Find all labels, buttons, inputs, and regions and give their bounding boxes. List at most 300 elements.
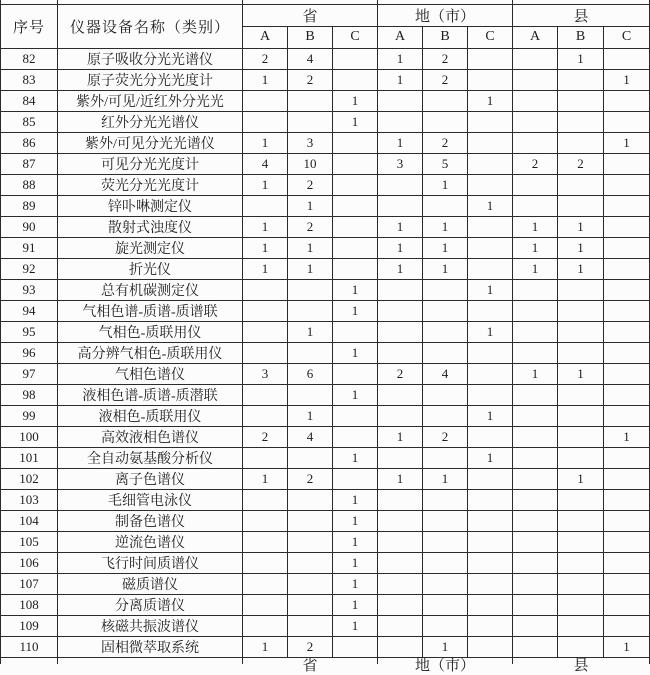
- count-cell: 1: [423, 468, 468, 489]
- count-cell: [558, 90, 604, 111]
- bottom-clipped-header-row: [1, 657, 650, 664]
- count-cell: 1: [513, 363, 558, 384]
- count-cell: [423, 489, 468, 510]
- row-serial-number: 91: [1, 237, 58, 258]
- count-cell: [288, 342, 333, 363]
- count-cell: 1: [604, 426, 650, 447]
- count-cell: 4: [288, 48, 333, 69]
- count-cell: [288, 531, 333, 552]
- count-cell: [604, 489, 650, 510]
- count-cell: [378, 594, 423, 615]
- count-cell: 1: [243, 69, 288, 90]
- row-serial-number: 105: [1, 531, 58, 552]
- count-cell: 1: [378, 69, 423, 90]
- count-cell: 1: [468, 195, 513, 216]
- count-cell: 1: [468, 279, 513, 300]
- row-serial-number: 95: [1, 321, 58, 342]
- equipment-name: 旋光测定仪: [58, 237, 243, 258]
- count-cell: [558, 636, 604, 657]
- count-cell: 1: [333, 342, 378, 363]
- count-cell: [468, 69, 513, 90]
- equipment-name: 全自动氨基酸分析仪: [58, 447, 243, 468]
- count-cell: [243, 300, 288, 321]
- count-cell: [558, 69, 604, 90]
- count-cell: [604, 279, 650, 300]
- row-serial-number: 106: [1, 552, 58, 573]
- count-cell: [604, 615, 650, 636]
- row-serial-number: 93: [1, 279, 58, 300]
- count-cell: 1: [333, 510, 378, 531]
- count-cell: [604, 552, 650, 573]
- count-cell: 1: [378, 468, 423, 489]
- count-cell: 1: [604, 69, 650, 90]
- table-row: [1, 384, 650, 405]
- table-row: [1, 615, 650, 636]
- count-cell: [378, 195, 423, 216]
- count-cell: [288, 384, 333, 405]
- count-cell: [423, 90, 468, 111]
- count-cell: [513, 384, 558, 405]
- count-cell: [558, 111, 604, 132]
- table-row: [1, 636, 650, 657]
- count-cell: 1: [288, 195, 333, 216]
- row-serial-number: 96: [1, 342, 58, 363]
- equipment-name: 逆流色谱仪: [58, 531, 243, 552]
- count-cell: 1: [378, 216, 423, 237]
- count-cell: [468, 363, 513, 384]
- header-row-groups: [1, 4, 650, 26]
- count-cell: [513, 510, 558, 531]
- count-cell: [333, 153, 378, 174]
- count-cell: [558, 405, 604, 426]
- count-cell: [378, 447, 423, 468]
- count-cell: [558, 573, 604, 594]
- count-cell: [378, 300, 423, 321]
- count-cell: [558, 615, 604, 636]
- clipped-province-label: 省: [302, 657, 318, 674]
- count-cell: [604, 174, 650, 195]
- count-cell: [468, 636, 513, 657]
- clipped-cell: [58, 657, 243, 664]
- count-cell: [604, 531, 650, 552]
- header-equipment-name: 仪器设备名称（类别）: [58, 4, 243, 48]
- count-cell: [468, 552, 513, 573]
- count-cell: [604, 90, 650, 111]
- count-cell: [513, 279, 558, 300]
- count-cell: [423, 111, 468, 132]
- table-row: [1, 552, 650, 573]
- count-cell: 1: [243, 216, 288, 237]
- row-serial-number: 102: [1, 468, 58, 489]
- count-cell: 1: [558, 468, 604, 489]
- count-cell: [423, 594, 468, 615]
- count-cell: 2: [288, 174, 333, 195]
- row-serial-number: 88: [1, 174, 58, 195]
- count-cell: [288, 552, 333, 573]
- count-cell: [513, 468, 558, 489]
- count-cell: 1: [288, 258, 333, 279]
- count-cell: 1: [288, 321, 333, 342]
- count-cell: 2: [423, 69, 468, 90]
- equipment-name: 可见分光光度计: [58, 153, 243, 174]
- count-cell: 1: [423, 258, 468, 279]
- count-cell: [243, 489, 288, 510]
- count-cell: 1: [423, 216, 468, 237]
- table-row: [1, 216, 650, 237]
- table-row: [1, 300, 650, 321]
- count-cell: [378, 279, 423, 300]
- count-cell: [513, 531, 558, 552]
- count-cell: 6: [288, 363, 333, 384]
- clipped-header-city: [378, 657, 513, 674]
- count-cell: 1: [558, 216, 604, 237]
- count-cell: [423, 279, 468, 300]
- count-cell: 2: [423, 48, 468, 69]
- count-cell: [558, 447, 604, 468]
- count-cell: [378, 636, 423, 657]
- count-cell: 1: [468, 90, 513, 111]
- count-cell: [423, 300, 468, 321]
- count-cell: [468, 153, 513, 174]
- count-cell: 1: [378, 132, 423, 153]
- count-cell: 1: [513, 258, 558, 279]
- row-serial-number: 110: [1, 636, 58, 657]
- row-serial-number: 97: [1, 363, 58, 384]
- count-cell: [378, 111, 423, 132]
- count-cell: 2: [423, 426, 468, 447]
- count-cell: [513, 489, 558, 510]
- row-serial-number: 90: [1, 216, 58, 237]
- clipped-city-label: 地（市）: [415, 657, 476, 674]
- row-serial-number: 107: [1, 573, 58, 594]
- table-row: [1, 510, 650, 531]
- count-cell: 1: [333, 300, 378, 321]
- count-cell: 4: [288, 426, 333, 447]
- equipment-name: 折光仪: [58, 258, 243, 279]
- row-serial-number: 92: [1, 258, 58, 279]
- subcol-header: B: [423, 26, 468, 48]
- count-cell: [378, 615, 423, 636]
- count-cell: [513, 48, 558, 69]
- count-cell: 1: [604, 132, 650, 153]
- row-serial-number: 83: [1, 69, 58, 90]
- count-cell: [333, 405, 378, 426]
- count-cell: [333, 426, 378, 447]
- count-cell: [513, 552, 558, 573]
- table-row: [1, 342, 650, 363]
- count-cell: [423, 552, 468, 573]
- count-cell: [604, 405, 650, 426]
- count-cell: [378, 342, 423, 363]
- clipped-county-label: 县: [573, 657, 589, 674]
- count-cell: [604, 384, 650, 405]
- row-serial-number: 99: [1, 405, 58, 426]
- count-cell: 1: [243, 174, 288, 195]
- table-row: [1, 447, 650, 468]
- count-cell: [288, 300, 333, 321]
- count-cell: [333, 468, 378, 489]
- count-cell: [378, 489, 423, 510]
- count-cell: [288, 615, 333, 636]
- equipment-name: 核磁共振波谱仪: [58, 615, 243, 636]
- count-cell: 1: [558, 237, 604, 258]
- count-cell: [513, 90, 558, 111]
- count-cell: [288, 111, 333, 132]
- row-serial-number: 85: [1, 111, 58, 132]
- count-cell: [558, 195, 604, 216]
- count-cell: [243, 279, 288, 300]
- count-cell: 1: [468, 405, 513, 426]
- count-cell: [243, 573, 288, 594]
- count-cell: 1: [333, 384, 378, 405]
- count-cell: [513, 405, 558, 426]
- count-cell: [558, 426, 604, 447]
- count-cell: [423, 573, 468, 594]
- table-row: [1, 90, 650, 111]
- count-cell: 1: [558, 48, 604, 69]
- count-cell: [468, 384, 513, 405]
- count-cell: 1: [288, 237, 333, 258]
- count-cell: 1: [243, 258, 288, 279]
- count-cell: [604, 342, 650, 363]
- count-cell: [288, 573, 333, 594]
- table-row: [1, 69, 650, 90]
- count-cell: [468, 300, 513, 321]
- table-row: [1, 573, 650, 594]
- equipment-name: 飞行时间质谱仪: [58, 552, 243, 573]
- count-cell: 2: [243, 48, 288, 69]
- table-row: [1, 594, 650, 615]
- row-serial-number: 87: [1, 153, 58, 174]
- count-cell: 3: [243, 363, 288, 384]
- count-cell: 1: [423, 237, 468, 258]
- count-cell: [378, 552, 423, 573]
- count-cell: [423, 447, 468, 468]
- equipment-name: 毛细管电泳仪: [58, 489, 243, 510]
- count-cell: 1: [333, 489, 378, 510]
- count-cell: [604, 111, 650, 132]
- table-row: [1, 258, 650, 279]
- count-cell: [558, 594, 604, 615]
- count-cell: [604, 216, 650, 237]
- count-cell: [558, 174, 604, 195]
- count-cell: 1: [558, 363, 604, 384]
- count-cell: 2: [288, 69, 333, 90]
- count-cell: [513, 174, 558, 195]
- subcol-header: B: [288, 26, 333, 48]
- count-cell: [468, 216, 513, 237]
- table-row: [1, 468, 650, 489]
- count-cell: [243, 111, 288, 132]
- count-cell: [513, 594, 558, 615]
- count-cell: [604, 447, 650, 468]
- count-cell: [513, 132, 558, 153]
- count-cell: [604, 363, 650, 384]
- count-cell: [243, 342, 288, 363]
- row-serial-number: 98: [1, 384, 58, 405]
- count-cell: 1: [468, 321, 513, 342]
- count-cell: 2: [558, 153, 604, 174]
- count-cell: [558, 321, 604, 342]
- count-cell: [333, 636, 378, 657]
- count-cell: [333, 69, 378, 90]
- header-serial: 序号: [1, 4, 58, 48]
- count-cell: [604, 153, 650, 174]
- count-cell: [288, 90, 333, 111]
- table-row: [1, 363, 650, 384]
- count-cell: [378, 405, 423, 426]
- count-cell: 2: [288, 216, 333, 237]
- count-cell: 10: [288, 153, 333, 174]
- count-cell: 2: [243, 426, 288, 447]
- count-cell: [378, 384, 423, 405]
- count-cell: 2: [513, 153, 558, 174]
- count-cell: 1: [333, 594, 378, 615]
- count-cell: [558, 552, 604, 573]
- count-cell: [288, 594, 333, 615]
- count-cell: [604, 468, 650, 489]
- count-cell: 1: [378, 48, 423, 69]
- equipment-name: 制备色谱仪: [58, 510, 243, 531]
- count-cell: [423, 342, 468, 363]
- count-cell: [513, 447, 558, 468]
- count-cell: [468, 132, 513, 153]
- row-serial-number: 109: [1, 615, 58, 636]
- count-cell: [604, 573, 650, 594]
- equipment-name: 磁质谱仪: [58, 573, 243, 594]
- count-cell: [243, 321, 288, 342]
- count-cell: 1: [333, 552, 378, 573]
- count-cell: [513, 342, 558, 363]
- count-cell: [243, 447, 288, 468]
- count-cell: [604, 321, 650, 342]
- count-cell: [604, 300, 650, 321]
- count-cell: [558, 279, 604, 300]
- clipped-cell: [1, 657, 58, 664]
- count-cell: [468, 111, 513, 132]
- count-cell: [558, 132, 604, 153]
- equipment-name: 总有机碳测定仪: [58, 279, 243, 300]
- table-row: [1, 531, 650, 552]
- count-cell: [243, 594, 288, 615]
- count-cell: [288, 279, 333, 300]
- count-cell: [468, 594, 513, 615]
- count-cell: 1: [333, 279, 378, 300]
- count-cell: [333, 258, 378, 279]
- row-serial-number: 94: [1, 300, 58, 321]
- row-serial-number: 100: [1, 426, 58, 447]
- count-cell: [468, 510, 513, 531]
- count-cell: 4: [423, 363, 468, 384]
- count-cell: [468, 258, 513, 279]
- equipment-name: 荧光分光光度计: [58, 174, 243, 195]
- table-row: [1, 48, 650, 69]
- equipment-name: 气相色-质联用仪: [58, 321, 243, 342]
- equipment-name: 紫外/可见/近红外分光光: [58, 90, 243, 111]
- row-serial-number: 103: [1, 489, 58, 510]
- count-cell: [378, 573, 423, 594]
- equipment-name: 高效液相色谱仪: [58, 426, 243, 447]
- count-cell: [513, 615, 558, 636]
- count-cell: 1: [423, 174, 468, 195]
- subcol-header: A: [378, 26, 423, 48]
- count-cell: [423, 405, 468, 426]
- count-cell: [513, 69, 558, 90]
- count-cell: [243, 90, 288, 111]
- count-cell: [333, 363, 378, 384]
- header-group-province: 省: [243, 4, 378, 26]
- count-cell: [423, 195, 468, 216]
- count-cell: [604, 237, 650, 258]
- table-row: [1, 405, 650, 426]
- equipment-name: 散射式浊度仪: [58, 216, 243, 237]
- table-row: [1, 237, 650, 258]
- count-cell: 1: [378, 258, 423, 279]
- count-cell: [513, 321, 558, 342]
- subcol-header: A: [513, 26, 558, 48]
- count-cell: [243, 552, 288, 573]
- equipment-name: 液相色-质联用仪: [58, 405, 243, 426]
- table-row: [1, 426, 650, 447]
- equipment-name: 离子色谱仪: [58, 468, 243, 489]
- count-cell: 5: [423, 153, 468, 174]
- count-cell: [558, 384, 604, 405]
- table-row: [1, 174, 650, 195]
- count-cell: [378, 174, 423, 195]
- subcol-header: C: [604, 26, 650, 48]
- subcol-header: C: [468, 26, 513, 48]
- count-cell: [423, 531, 468, 552]
- count-cell: 1: [333, 615, 378, 636]
- clipped-header-county: [513, 657, 650, 674]
- count-cell: [288, 489, 333, 510]
- table-row: [1, 111, 650, 132]
- count-cell: 1: [378, 426, 423, 447]
- count-cell: [558, 489, 604, 510]
- equipment-name: 液相色谱-质谱-质潜联: [58, 384, 243, 405]
- table-row: [1, 132, 650, 153]
- count-cell: [378, 90, 423, 111]
- equipment-name: 高分辨气相色-质联用仪: [58, 342, 243, 363]
- count-cell: [604, 510, 650, 531]
- count-cell: 1: [513, 237, 558, 258]
- row-serial-number: 104: [1, 510, 58, 531]
- count-cell: 1: [333, 111, 378, 132]
- table-row: [1, 279, 650, 300]
- count-cell: 2: [378, 363, 423, 384]
- count-cell: [333, 132, 378, 153]
- count-cell: [378, 510, 423, 531]
- table-row: [1, 321, 650, 342]
- count-cell: [243, 195, 288, 216]
- count-cell: 1: [604, 636, 650, 657]
- count-cell: 3: [378, 153, 423, 174]
- count-cell: [288, 510, 333, 531]
- count-cell: [604, 48, 650, 69]
- count-cell: [333, 216, 378, 237]
- equipment-name: 分离质谱仪: [58, 594, 243, 615]
- count-cell: [423, 510, 468, 531]
- count-cell: [423, 321, 468, 342]
- count-cell: 2: [288, 468, 333, 489]
- clipped-header-province: [243, 657, 378, 674]
- count-cell: [243, 510, 288, 531]
- count-cell: 1: [333, 90, 378, 111]
- count-cell: 1: [378, 237, 423, 258]
- count-cell: [513, 573, 558, 594]
- count-cell: [333, 48, 378, 69]
- count-cell: 1: [243, 636, 288, 657]
